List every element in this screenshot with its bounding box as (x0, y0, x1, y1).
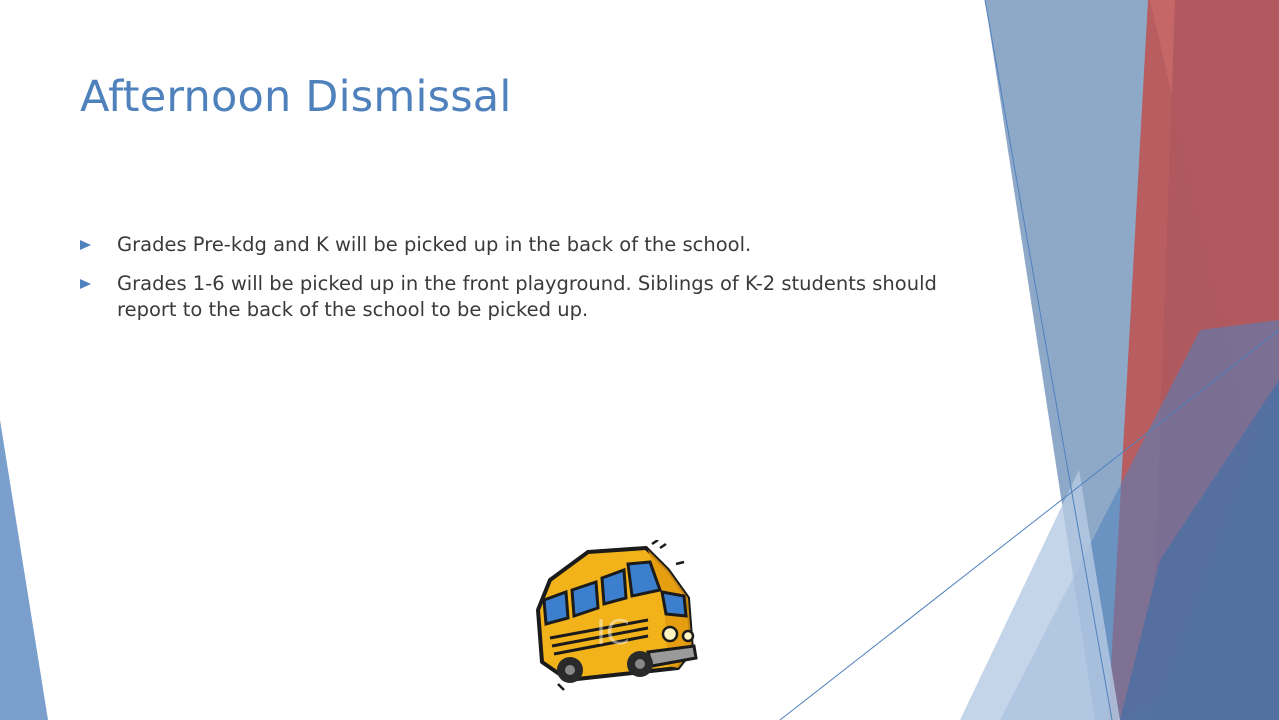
triangle-arrow-icon (80, 279, 91, 289)
bullet-item (80, 232, 960, 258)
bullet-text: Grades 1-6 will be picked up in the front playground. Siblings of K-2 students should report to the back of the school to be picked up. (117, 272, 937, 321)
bullet-list (80, 232, 960, 336)
bus-watermark: IC (596, 613, 630, 653)
bullet-item (80, 271, 960, 323)
school-bus-icon (528, 540, 700, 692)
triangle-arrow-icon (80, 240, 91, 250)
deco-left-sliver (0, 420, 48, 720)
slide-title: Afternoon Dismissal (80, 72, 512, 122)
bullet-text: Grades Pre-kdg and K will be picked up in the back of the school. (117, 233, 752, 256)
